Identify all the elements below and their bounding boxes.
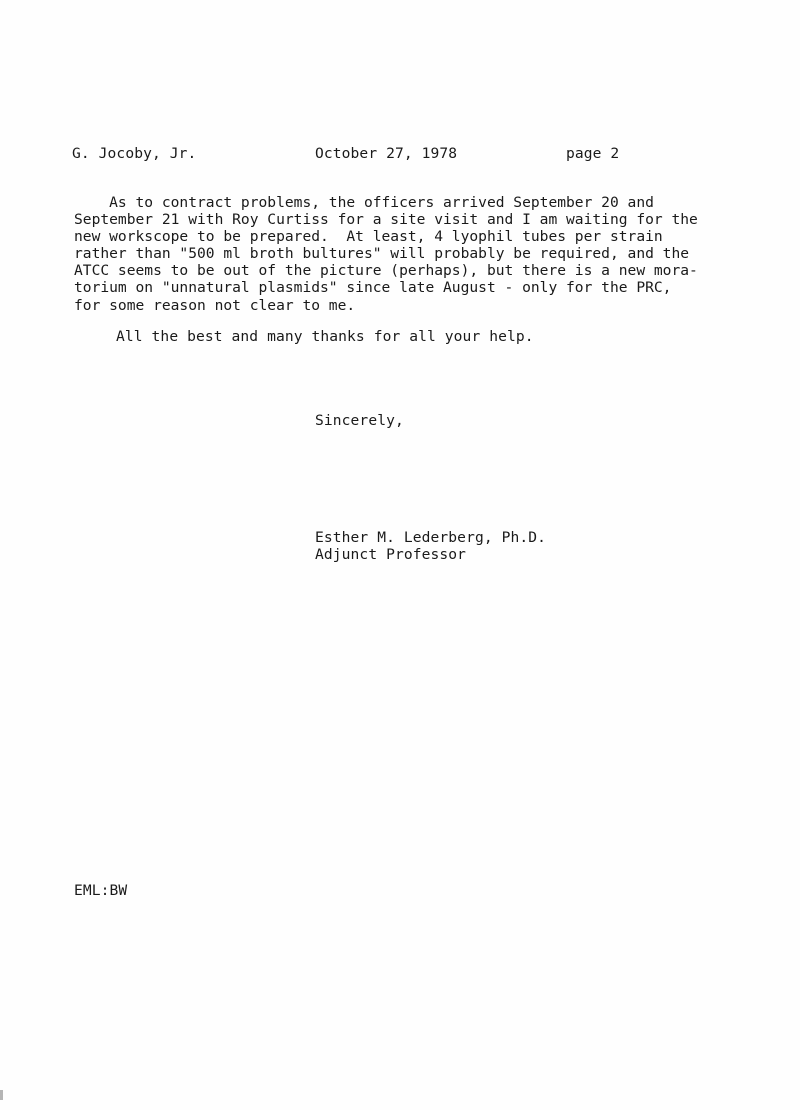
letter-date: October 27, 1978 bbox=[315, 145, 458, 162]
typist-initials: EML:BW bbox=[74, 882, 128, 899]
signoff: Sincerely, bbox=[315, 412, 404, 429]
paragraph-line: As to contract problems, the officers arrived September 20 and bbox=[74, 194, 654, 211]
closing-sentence: All the best and many thanks for all your help. bbox=[116, 328, 534, 345]
paragraph-line: rather than "500 ml broth bultures" will probably be required, and the bbox=[74, 245, 690, 263]
paragraph-line: for some reason not clear to me. bbox=[74, 296, 356, 314]
paragraph-line: ATCC seems to be out of the picture (perhaps), but there is a new mora- bbox=[74, 262, 698, 280]
paragraph-line: September 21 with Roy Curtiss for a site visit and I am waiting for the bbox=[74, 211, 698, 229]
signer-title: Adjunct Professor bbox=[315, 546, 467, 563]
scan-edge-mark bbox=[0, 1090, 3, 1100]
signer-name: Esther M. Lederberg, Ph.D. bbox=[315, 529, 547, 546]
page-number: page 2 bbox=[566, 145, 620, 162]
paragraph-line: torium on "unnatural plasmids" since late August - only for the PRC, bbox=[74, 279, 672, 297]
body-paragraph bbox=[74, 194, 698, 314]
paragraph-line: new workscope to be prepared. At least, 4 lyophil tubes per strain bbox=[74, 228, 663, 246]
recipient-name: G. Jocoby, Jr. bbox=[72, 145, 197, 162]
